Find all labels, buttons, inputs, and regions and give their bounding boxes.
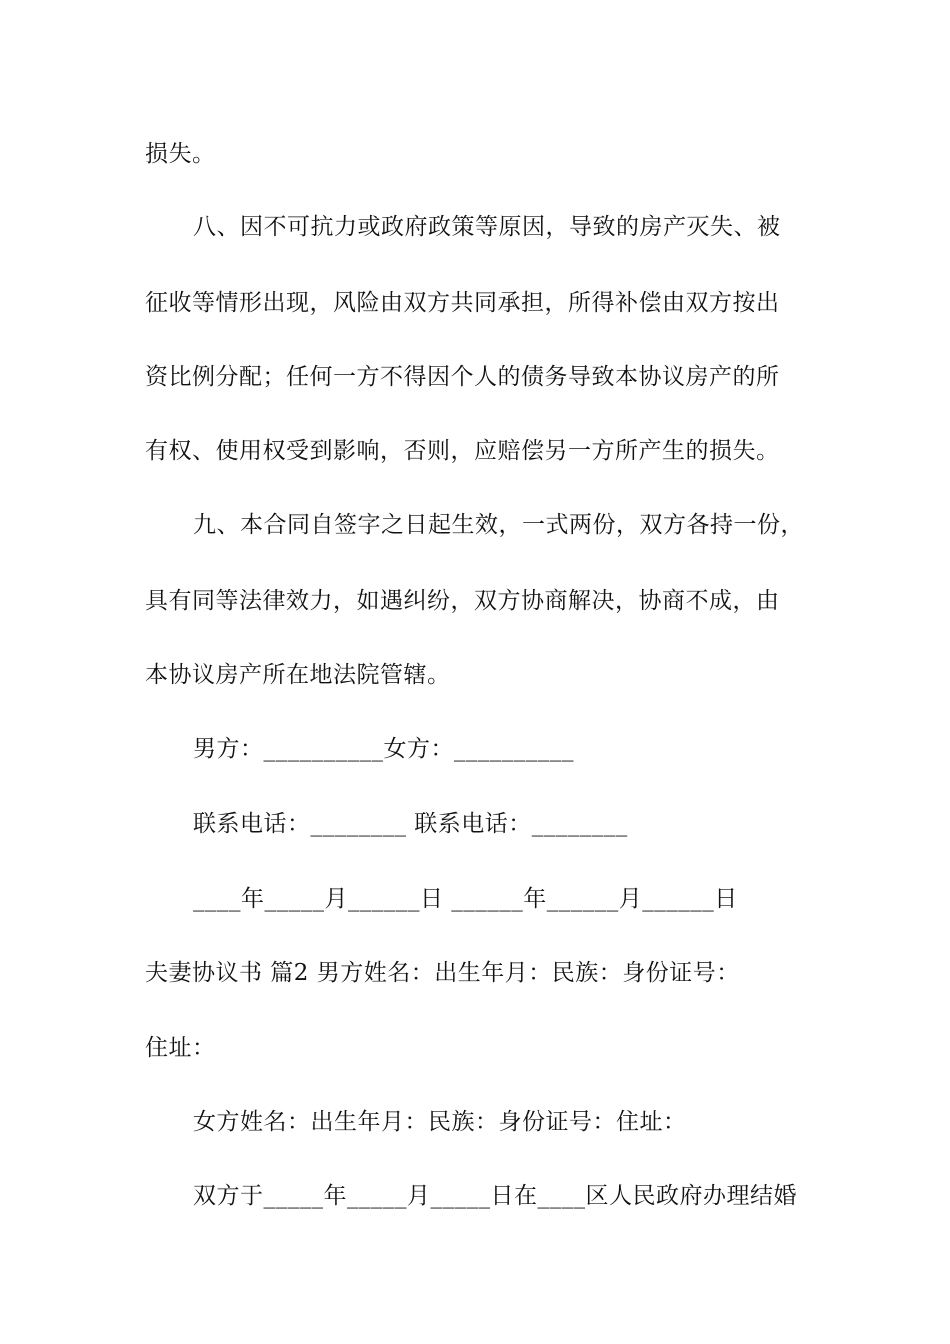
- text-line-2: 八、因不可抗力或政府政策等原因，导致的房产灭失、被: [193, 214, 781, 240]
- text-line-address: 住址：: [145, 1035, 216, 1061]
- text-line-3: 征收等情形出现，风险由双方共同承担，所得补偿由双方按出: [145, 290, 780, 316]
- signature-line-dates: ____年_____月______日 ______年______月______日: [193, 886, 738, 912]
- section-heading-line: 夫妻协议书 篇2 男方姓名：出生年月：民族：身份证号：: [145, 960, 740, 986]
- text-line-1: 损失。: [145, 141, 216, 167]
- text-line-8: 本协议房产所在地法院管辖。: [145, 662, 451, 688]
- text-line-4: 资比例分配；任何一方不得因个人的债务导致本协议房产的所: [145, 364, 780, 390]
- text-line-6: 九、本合同自签字之日起生效，一式两份，双方各持一份，: [193, 512, 804, 538]
- text-line-5: 有权、使用权受到影响，否则，应赔偿另一方所产生的损失。: [145, 438, 780, 464]
- text-line-marriage: 双方于_____年_____月_____日在____区人民政府办理结婚: [193, 1183, 797, 1209]
- signature-line-phones: 联系电话：________ 联系电话：________: [193, 811, 628, 837]
- signature-line-names: 男方：__________女方：__________: [193, 736, 574, 762]
- text-line-female-info: 女方姓名：出生年月：民族：身份证号：住址：: [193, 1109, 687, 1135]
- text-line-7: 具有同等法律效力，如遇纠纷，双方协商解决，协商不成，由: [145, 588, 780, 614]
